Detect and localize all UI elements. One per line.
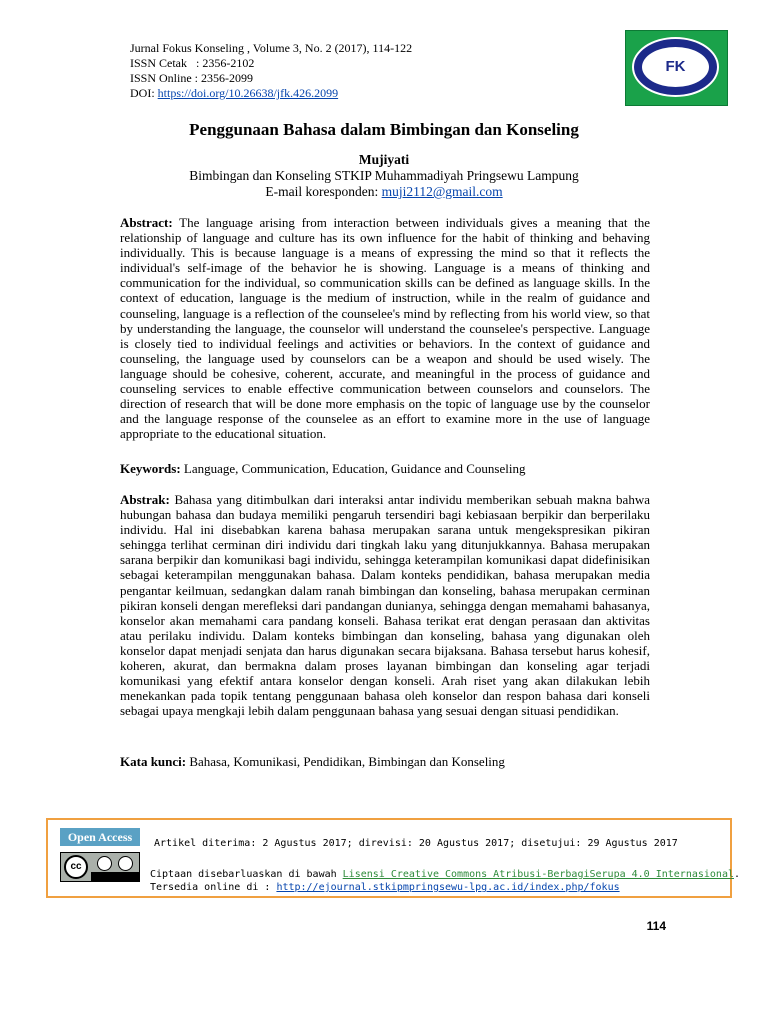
abstract-english xyxy=(120,215,650,441)
page-number: 114 xyxy=(646,919,666,933)
doi-line xyxy=(130,86,412,101)
doi-link[interactable]: https://doi.org/10.26638/jfk.426.2099 xyxy=(157,86,339,100)
journal-citation: Jurnal Fokus Konseling , Volume 3, No. 2 (2017), 114-122 xyxy=(130,41,413,55)
kata-kunci-label: Kata kunci: xyxy=(120,754,187,769)
keywords-indonesian xyxy=(120,754,650,769)
kata-kunci-text: Bahasa, Komunikasi, Pendidikan, Bimbingan dan Konseling xyxy=(186,754,505,769)
abstrak-label: Abstrak: xyxy=(120,492,170,507)
cc-license-bar xyxy=(91,872,139,881)
article-dates: Artikel diterima: 2 Agustus 2017; direvisi: 20 Agustus 2017; disetujui: 29 Agustus 2017 xyxy=(154,838,678,849)
abstract-indonesian xyxy=(120,492,650,718)
sharealike-icon xyxy=(118,856,133,871)
license-suffix: . xyxy=(734,869,741,880)
author-email-link[interactable]: muji2112@gmail.com xyxy=(381,184,503,199)
author-affiliation: Bimbingan dan Konseling STKIP Muhammadiyah Pringsewu Lampung xyxy=(189,168,579,183)
doi-label: DOI: xyxy=(130,86,158,100)
paper-title: Penggunaan Bahasa dalam Bimbingan dan Konseling xyxy=(189,120,579,139)
logo-text: FK xyxy=(642,47,709,87)
issn-print: ISSN Cetak : 2356-2102 xyxy=(130,56,255,70)
author-name: Mujiyati xyxy=(358,152,410,167)
online-prefix: Tersedia online di : xyxy=(150,882,277,893)
logo-ring xyxy=(632,37,719,97)
journal-header xyxy=(130,41,412,101)
abstrak-text: Bahasa yang ditimbulkan dari interaksi antar individu memberikan sebuah makna bahwa hubungan bahasa dan budaya memiliki pengaruh tersendiri bagi kebiasaan berpikir dan berperilaku individu. Hal ini disebabkan karena bahasa merupakan sarana untuk mengekspresikan pikiran sehingga terlihat cerminan diri individu dari tingkah laku yang ditunjukkannya. Bahasa merupakan sarana berpikir dan komunikasi bagi individu, sehingga keterampilan komunikasi dapat didefinisikan sebagai keterampilan menggunakan bahasa. Dalam konteks pendidikan, bahasa merupakan media pengantar keilmuan, sedangkan dalam ranah bimbingan dan konseling, bahasa merupakan cerminan pikiran konseli dengan merefleksi dari pandangan dunianya, sehingga dengan memahami bahasanya, konselor akan memahami cara pandang konseli. Bahasa terikat erat dengan perasaan dan aktivitas atau perilaku individu. Dalam konteks bimbingan dan konseling, bahasa yang digunakan oleh konselor dapat menjadi senjata dan harus digunakan secara bijaksana. Bahasa tersebut harus kohesif, koheren, akurat, dan bermakna dalam proses layanan bimbingan dan konseling agar terjadi komunikasi yang efektif antara konselor dengan konseli. Arah riset yang akan dilakukan lebih menekankan pada topik tentang penggunaan bahasa oleh konselor dan respon bahasa dari konseli sebagai upaya mengkaji lebih dalam penggunaan bahasa yang sesuai dengan situasi pendidikan. xyxy=(120,492,650,719)
keywords-text: Language, Communication, Education, Guidance and Counseling xyxy=(180,461,526,476)
article-info-box xyxy=(46,818,741,898)
author-email-line xyxy=(0,184,768,200)
creative-commons-icon xyxy=(60,852,140,882)
keywords-english xyxy=(120,461,650,476)
online-line xyxy=(150,882,620,893)
abstract-label: Abstract: xyxy=(120,215,173,230)
license-line xyxy=(150,869,740,880)
license-link[interactable]: Lisensi Creative Commons Atribusi-BerbagiSerupa 4.0 Internasional xyxy=(342,869,734,880)
attribution-icon xyxy=(97,856,112,871)
license-prefix: Ciptaan disebarluaskan di bawah xyxy=(150,869,343,880)
journal-url-link[interactable]: http://ejournal.stkipmpringsewu-lpg.ac.id/index.php/fokus xyxy=(276,882,620,893)
cc-logo-icon: cc xyxy=(64,855,88,879)
journal-logo xyxy=(625,30,728,106)
abstract-text: The language arising from interaction between individuals gives a meaning that the relationship of language and culture has its own influence for the habit of thinking and behaving individually. This is because language is a means of expressing the mind so that it reflects the individual's self-image of the behavior he is showing. Language is a means of thinking and communication for the individual, so communication skills can be defined as language skills. In the context of education, language is the medium of instruction, while in the realm of guidance and counseling, language is a reflection of the counselee's mind by reflecting from his world view, so that by understanding the language, the counselor will understand the counselee's perspective. Language is closely tied to individual feelings and activities or behaviors. In the context of guidance and counseling, the language used by counselors can be a weapon and should be used wisely. The language should be cohesive, coherent, accurate, and meaningful in the process of guidance and counseling services to enable effective communication between counselors and counselors. The direction of research that will be done more emphasis on the topic of language use by the counselor and the language response of the counselee as an effort to examine more in the use of language appropriate to the educational situation. xyxy=(120,215,650,442)
keywords-label: Keywords: xyxy=(120,461,181,476)
issn-online: ISSN Online : 2356-2099 xyxy=(130,71,253,85)
open-access-badge: Open Access xyxy=(60,828,140,846)
email-label: E-mail koresponden: xyxy=(265,184,382,199)
author-block xyxy=(0,152,768,200)
